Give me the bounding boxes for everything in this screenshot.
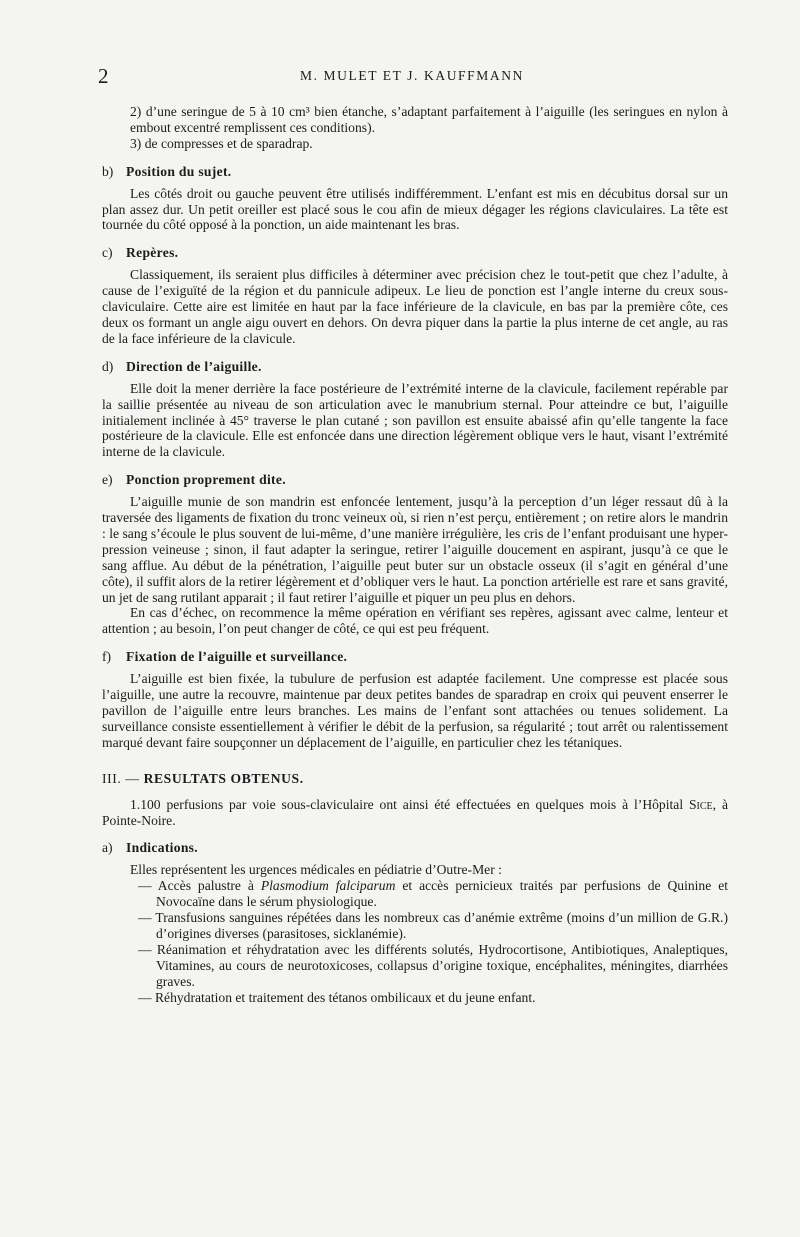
section-title: Ponction proprement dite. bbox=[126, 472, 286, 488]
part-label: III. — bbox=[102, 770, 140, 786]
section-title: Indications. bbox=[126, 840, 198, 856]
page-number: 2 bbox=[98, 64, 109, 88]
section-heading-a bbox=[102, 840, 728, 856]
section-heading-c bbox=[102, 245, 728, 261]
section-title: Direction de l’aiguille. bbox=[126, 358, 262, 374]
paragraph: En cas d’échec, on recommence la même opération en vérifiant ses repères, agissant avec calme, lenteur et attention ; au besoin, l’on peut changer de côté, ce qui est peu fréquent. bbox=[102, 605, 728, 637]
list-item: — Transfusions sanguines répétées dans les nombreux cas d’anémie extrême (moins d’un million de G.R.) d’origines diverses (parasitoses, sicklanémie). bbox=[138, 910, 728, 941]
section-label: b) bbox=[102, 163, 114, 179]
running-head: M. MULET ET J. KAUFFMANN bbox=[300, 68, 524, 83]
part-heading-iii bbox=[102, 771, 728, 787]
list-item: — Réhydratation et traitement des tétanos ombilicaux et du jeune enfant. bbox=[138, 989, 536, 1005]
paragraph: L’aiguille munie de son mandrin est enfoncée lentement, jusqu’à la perception d’un léger ressaut dû à la traversée des ligaments de fixation du tronc veineux où, si rien n’est perçu, entièrement ; on retire alors le mandrin : le sang s’écoule le plus souvent de lui-même, d’une manière irrégulière, les cris de l’enfant produisant une hyper-pression veineuse ; sinon, il faut adapter la seringue, retirer l’aiguille doucement en aspirant, jusqu’à ce que le sang afflue. Au début de la pénétration, l’aiguille peut buter sur un obstacle osseux (il s’agit en général d’une côte), il suffit alors de la retirer légèrement et d’obliquer vers le haut. La ponction artérielle est rare et sans gravité, un jet de sang rutilant apparait ; il faut retirer l’aiguille et piquer un peu plus en dehors. bbox=[102, 494, 728, 605]
section-title: Position du sujet. bbox=[126, 163, 232, 179]
section-label: d) bbox=[102, 358, 114, 374]
section-label: e) bbox=[102, 472, 113, 488]
section-label: a) bbox=[102, 840, 113, 856]
list-item-3: 3) de compresses et de sparadrap. bbox=[130, 135, 313, 151]
section-heading-f bbox=[102, 649, 728, 665]
text-run: 1.100 perfusions par voie sous-claviculaire ont ainsi été effectuées en quelques mois à l’Hôpital bbox=[130, 796, 684, 812]
list-item-2: 2) d’une seringue de 5 à 10 cm³ bien étanche, s’adaptant parfaitement à l’aiguille (les seringues en nylon à embout excentré remplissent ces conditions). bbox=[130, 104, 728, 135]
paragraph: Elle doit la mener derrière la face postérieure de l’extrémité interne de la clavicule, facilement repérable par la saillie présentée au niveau de son articulation avec le manubrium sternal. Pour atteindre ce but, l’aiguille initialement inclinée à 45° traverse le plan cutané ; son pavillon est ensuite abaissé afin qu’elle tangente la face postérieure de la clavicule. Elle est enfoncée dans une direction légèrement oblique vers le haut, visant l’extrémité interne de la clavicule. bbox=[102, 380, 728, 460]
paragraph bbox=[102, 797, 728, 829]
part-title: RESULTATS OBTENUS. bbox=[143, 770, 304, 786]
italic-term: Plasmodium falciparum bbox=[260, 878, 396, 894]
list-item: — Réanimation et réhydratation avec les différents solutés, Hydrocortisone, Antibiotiques, Analeptiques, Vitamines, au cours de neurotoxicoses, collapsus d’origine toxique, encéphalites, méningites, diarrhées graves. bbox=[138, 941, 728, 989]
paragraph: Elles représentent les urgences médicales en pédiatrie d’Outre-Mer : bbox=[130, 862, 502, 878]
section-heading-e bbox=[102, 472, 728, 488]
paragraph: Les côtés droit ou gauche peuvent être utilisés indifféremment. L’enfant est mis en décubitus dorsal sur un plan assez dur. Un petit oreiller est placé sous le cou afin de mieux dégager les régions claviculaires. La tête est tournée du côté opposé à la ponction, un aide maintenant les bras. bbox=[102, 185, 728, 233]
section-heading-d bbox=[102, 359, 728, 375]
hospital-name: Sice bbox=[689, 796, 713, 812]
section-label: c) bbox=[102, 245, 113, 261]
text-run: — Accès palustre à bbox=[138, 878, 254, 894]
section-heading-b bbox=[102, 164, 728, 180]
list-item bbox=[112, 878, 728, 910]
body-text bbox=[102, 104, 728, 1006]
paragraph: L’aiguille est bien fixée, la tubulure de perfusion est adaptée facilement. Une compresse est placée sous l’aiguille, une autre la recouvre, maintenue par deux petites bandes de sparadrap en croix qui peuvent enserrer le pavillon de l’aiguille entre leurs branches. Les mains de l’enfant sont attachées ou tenues solidement. La surveillance consiste essentiellement à vérifier le débit de la perfusion, sa régularité ; tout arrêt ou ralentissement marqué devant faire soupçonner un déplacement de l’aiguille, en particulier chez les tétaniques. bbox=[102, 671, 728, 750]
text-run: et accès pernicieux traités par perfusions de Quinine et Novocaïne dans le sérum physiologique. bbox=[156, 878, 729, 910]
section-title: Repères. bbox=[126, 245, 179, 261]
text-run: , à Pointe-Noire. bbox=[102, 796, 728, 828]
section-title: Fixation de l’aiguille et surveillance. bbox=[126, 649, 348, 665]
section-label: f) bbox=[102, 649, 112, 665]
paragraph: Classiquement, ils seraient plus difficiles à déterminer avec précision chez le tout-petit que chez l’adulte, à cause de l’exiguïté de la région et du pannicule adipeux. Le lieu de ponction est l’angle interne du creux sous-claviculaire. Cette aire est limitée en haut par la face inférieure de la clavicule, en bas par la première côte, ces deux os formant un angle aigu ouvert en dehors. On devra piquer dans la partie la plus interne de cet angle, au ras de la face inférieure de la clavicule. bbox=[102, 267, 728, 346]
